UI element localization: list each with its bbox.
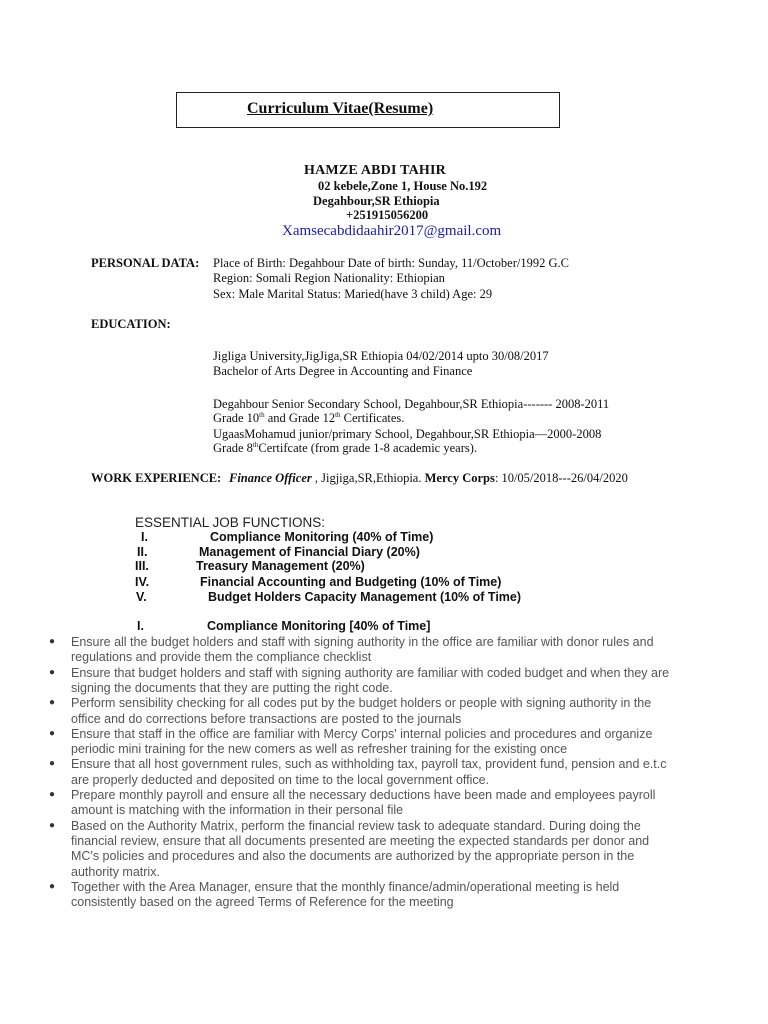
bullet-icon: ● [49,880,56,892]
function-item: I. [141,530,148,544]
bullet-text: Ensure that budget holders and staff with signing authority are familiar with coded budget and when they are [71,665,670,680]
bullet-icon: ● [49,727,56,739]
bullet-text: Ensure all the budget holders and staff with signing authority in the office are familiar with donor rules and [71,635,654,649]
bullet-text: signing the documents that they are putting the right code. [71,680,393,695]
bullet-text: Based on the Authority Matrix, perform the financial review task to adequate standard. During doing the [71,818,641,833]
personal-data-label: PERSONAL DATA: [91,256,200,270]
education-degree: Bachelor of Arts Degree in Accounting and Finance [213,364,473,378]
bullet-text: office and do corrections before transactions are posted to the journals [71,711,462,726]
address-line-1: 02 kebele,Zone 1, House No.192 [318,179,488,193]
work-experience-entry: Finance Officer , Jigjiga,SR,Ethiopia. Mercy Corps: 10/05/2018---26/04/2020 [229,471,628,485]
personal-line-1: Place of Birth: Degahbour Date of birth: Sunday, 11/October/1992 G.C [213,256,569,270]
function-item: III. [135,559,149,573]
education-university: Jigliga University,JigJiga,SR Ethiopia 04/02/2014 upto 30/08/2017 [213,349,549,363]
section-number: I. [137,619,144,633]
education-label: EDUCATION: [91,317,171,331]
bullet-text: Perform sensibility checking for all codes put by the budget holders or people with signing authority in the [71,696,652,711]
bullet-text: authority matrix. [71,864,160,879]
phone-number: +251915056200 [346,208,429,222]
education-secondary-grades: Grade 10th and Grade 12th Certificates. [213,410,405,425]
bullet-icon: ● [49,789,56,800]
document-title: Curriculum Vitae(Resume) [247,100,434,117]
bullet-text: Ensure that staff in the office are familiar with Mercy Corps' internal policies and procedures and organize [71,726,653,741]
function-item-text: Compliance Monitoring (40% of Time) [210,530,434,544]
function-item-text: Treasury Management (20%) [196,559,365,573]
bullet-text: are properly deducted and deposited on time to the local government office. [71,772,490,787]
bullet-text: consistently based on the agreed Terms of Reference for the meeting [71,895,454,910]
essential-functions-title: ESSENTIAL JOB FUNCTIONS: [135,515,326,530]
education-secondary: Degahbour Senior Secondary School, Degahbour,SR Ethiopia------- 2008-2011 [213,397,610,411]
bullet-icon: ● [49,666,56,678]
bullet-text: Ensure that all host government rules, such as withholding tax, payroll tax, provident fund, pension and e.t.c [71,757,667,772]
bullet-text: Prepare monthly payroll and ensure all the necessary deductions have been made and employees payroll [71,788,656,802]
education-primary: UgaasMohamud junior/primary School, Degahbour,SR Ethiopia—2000-2008 [213,427,602,441]
bullet-text: financial review, ensure that all documents presented are meeting the expected standards per donor and [71,833,650,848]
function-item: V. [136,590,147,604]
bullet-text: Together with the Area Manager, ensure that the monthly finance/admin/operational meeting is held [71,879,620,894]
bullet-icon: ● [49,697,56,709]
bullet-icon: ● [49,758,56,770]
personal-line-2: Region: Somali Region Nationality: Ethiopian [213,271,445,285]
function-item-text: Budget Holders Capacity Management (10% of Time) [208,590,522,604]
bullet-text: periodic mini training for the new comers as well as refresher training for the existing once [71,742,568,757]
education-primary-grades: Grade 8thCertifcate (from grade 1-8 academic years). [213,440,478,455]
section-title: Compliance Monitoring [40% of Time] [207,619,431,633]
address-line-2: Degahbour,SR Ethiopia [313,194,440,208]
personal-line-3: Sex: Male Marital Status: Maried(have 3 child) Age: 29 [213,287,493,301]
email-link[interactable]: Xamsecabdidaahir2017@gmail.com [282,223,502,239]
function-item: II. [137,545,148,559]
function-item: IV. [135,575,150,589]
work-experience-label: WORK EXPERIENCE: [91,471,222,485]
bullet-text: MC's policies and procedures and also the documents are authorized by the appropriate person in the [71,849,635,864]
bullet-icon: ● [49,636,56,647]
candidate-name: HAMZE ABDI TAHIR [304,163,446,178]
function-item-text: Financial Accounting and Budgeting (10% of Time) [200,575,502,589]
bullet-icon: ● [49,819,56,831]
bullet-text: amount is matching with the information in their personal file [71,803,404,818]
bullet-text: regulations and provide them the compliance checklist [71,650,372,665]
function-item-text: Management of Financial Diary (20%) [199,545,420,559]
